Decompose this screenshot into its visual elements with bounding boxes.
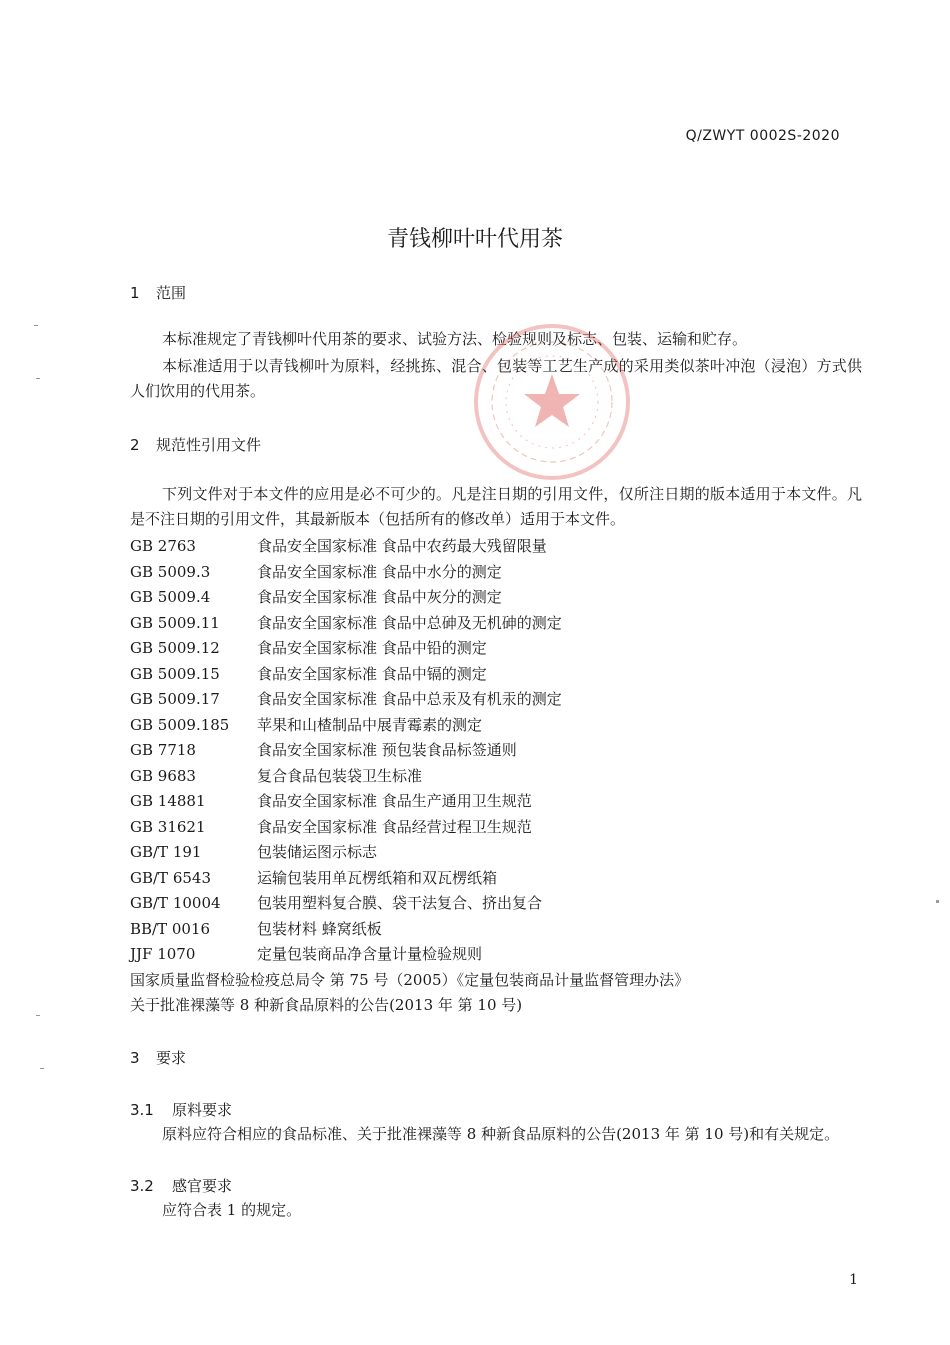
reference-code: JJF 1070 <box>130 945 196 963</box>
section-title: 要求 <box>156 1049 187 1067</box>
section-title: 规范性引用文件 <box>156 436 262 454</box>
section-number: 1 <box>130 284 140 302</box>
reference-title: 食品安全国家标准 食品中灰分的测定 <box>257 588 502 606</box>
reference-note: 国家质量监督检验检疫总局令 第 75 号（2005）《定量包装商品计量监督管理办法》 <box>130 970 690 989</box>
scan-speck <box>36 1015 40 1016</box>
subsection-number: 3.1 <box>130 1101 154 1119</box>
reference-note: 关于批准裸藻等 8 种新食品原料的公告(2013 年 第 10 号) <box>130 996 523 1014</box>
reference-code: GB 2763 <box>130 537 196 555</box>
section-3-heading <box>130 1047 186 1068</box>
references-intro: 下列文件对于本文件的应用是必不可少的。凡是注日期的引用文件，仅所注日期的版本适用于本文件。凡是不注日期的引用文件，其最新版本（包括所有的修改单）适用于本文件。 <box>130 485 862 528</box>
scope-paragraph-1: 本标准规定了青钱柳叶代用茶的要求、试验方法、检验规则及标志、包装、运输和贮存。 <box>162 330 748 348</box>
reference-title: 食品安全国家标准 食品中总砷及无机砷的测定 <box>257 613 562 632</box>
subsection-title: 原料要求 <box>172 1101 233 1119</box>
reference-row <box>130 687 862 713</box>
reference-row <box>130 942 862 968</box>
reference-title: 食品安全国家标准 预包装食品标签通则 <box>257 741 517 759</box>
reference-row <box>130 815 862 841</box>
reference-title: 食品安全国家标准 食品中铅的测定 <box>257 639 487 657</box>
reference-code: GB 5009.12 <box>130 639 220 657</box>
reference-title: 复合食品包装袋卫生标准 <box>257 766 423 785</box>
reference-title: 食品安全国家标准 食品经营过程卫生规范 <box>257 817 532 836</box>
reference-title: 包装材料 蜂窝纸板 <box>257 919 382 938</box>
reference-code: GB 14881 <box>130 792 206 810</box>
reference-title: 运输包装用单瓦楞纸箱和双瓦楞纸箱 <box>257 868 498 887</box>
scan-speck <box>40 1068 44 1069</box>
standard-code: Q/ZWYT 0002S-2020 <box>685 128 840 144</box>
section-title: 范围 <box>156 284 187 302</box>
reference-row <box>130 662 862 688</box>
reference-title: 食品安全国家标准 食品中镉的测定 <box>257 664 487 683</box>
reference-code: GB 7718 <box>130 741 196 759</box>
reference-title: 包装储运图示标志 <box>257 843 378 861</box>
scan-speck <box>936 900 939 903</box>
reference-code: GB/T 6543 <box>130 868 212 887</box>
page-number: 1 <box>849 1272 858 1288</box>
company-seal-stamp <box>472 322 632 482</box>
raw-material-paragraph: 原料应符合相应的食品标准、关于批准裸藻等 8 种新食品原料的公告(2013 年 第 10 号)和有关规定。 <box>162 1125 840 1143</box>
scan-speck <box>34 325 38 326</box>
reference-row <box>130 789 862 815</box>
reference-code: GB 5009.15 <box>130 664 220 683</box>
section-number: 2 <box>130 436 140 454</box>
reference-row <box>130 560 862 586</box>
reference-row <box>130 585 862 611</box>
reference-title: 定量包装商品净含量计量检验规则 <box>257 945 483 963</box>
reference-code: BB/T 0016 <box>130 919 211 938</box>
reference-row <box>130 866 862 892</box>
reference-title: 食品安全国家标准 食品中农药最大残留限量 <box>257 537 547 555</box>
section-1-heading <box>130 282 186 303</box>
reference-row <box>130 636 862 662</box>
reference-code: GB/T 10004 <box>130 894 221 912</box>
subsection-title: 感官要求 <box>172 1177 233 1195</box>
reference-row <box>130 611 862 637</box>
subsection-3-2-heading <box>130 1175 232 1196</box>
scan-speck <box>36 378 40 379</box>
section-2-heading <box>130 434 261 455</box>
reference-code: GB 5009.4 <box>130 588 211 606</box>
section-number: 3 <box>130 1049 140 1067</box>
reference-title: 食品安全国家标准 食品生产通用卫生规范 <box>257 792 532 810</box>
reference-row <box>130 534 862 560</box>
sensory-paragraph: 应符合表 1 的规定。 <box>162 1201 302 1219</box>
subsection-3-1-heading <box>130 1099 232 1120</box>
reference-title: 食品安全国家标准 食品中总汞及有机汞的测定 <box>257 690 562 708</box>
reference-title: 包装用塑料复合膜、袋干法复合、挤出复合 <box>257 894 543 912</box>
reference-list <box>130 534 862 1019</box>
reference-row <box>130 713 862 739</box>
reference-code: GB 5009.11 <box>130 613 220 632</box>
reference-code: GB/T 191 <box>130 843 202 861</box>
star-icon <box>524 374 580 427</box>
document-title: 青钱柳叶叶代用茶 <box>386 227 563 252</box>
reference-row <box>130 764 862 790</box>
reference-code: GB 5009.17 <box>130 690 220 708</box>
reference-title: 苹果和山楂制品中展青霉素的测定 <box>257 715 483 734</box>
reference-code: GB 31621 <box>130 817 206 836</box>
reference-code: GB 9683 <box>130 766 196 785</box>
subsection-number: 3.2 <box>130 1177 154 1195</box>
reference-row <box>130 917 862 943</box>
reference-row <box>130 891 862 917</box>
reference-code: GB 5009.3 <box>130 562 211 581</box>
reference-row <box>130 738 862 764</box>
reference-row <box>130 840 862 866</box>
reference-title: 食品安全国家标准 食品中水分的测定 <box>257 562 502 581</box>
scope-paragraph-2: 本标准适用于以青钱柳叶为原料，经挑拣、混合、包装等工艺生产成的采用类似茶叶冲泡（浸泡）方式供人们饮用的代用茶。 <box>130 357 862 400</box>
reference-code: GB 5009.185 <box>130 715 230 734</box>
